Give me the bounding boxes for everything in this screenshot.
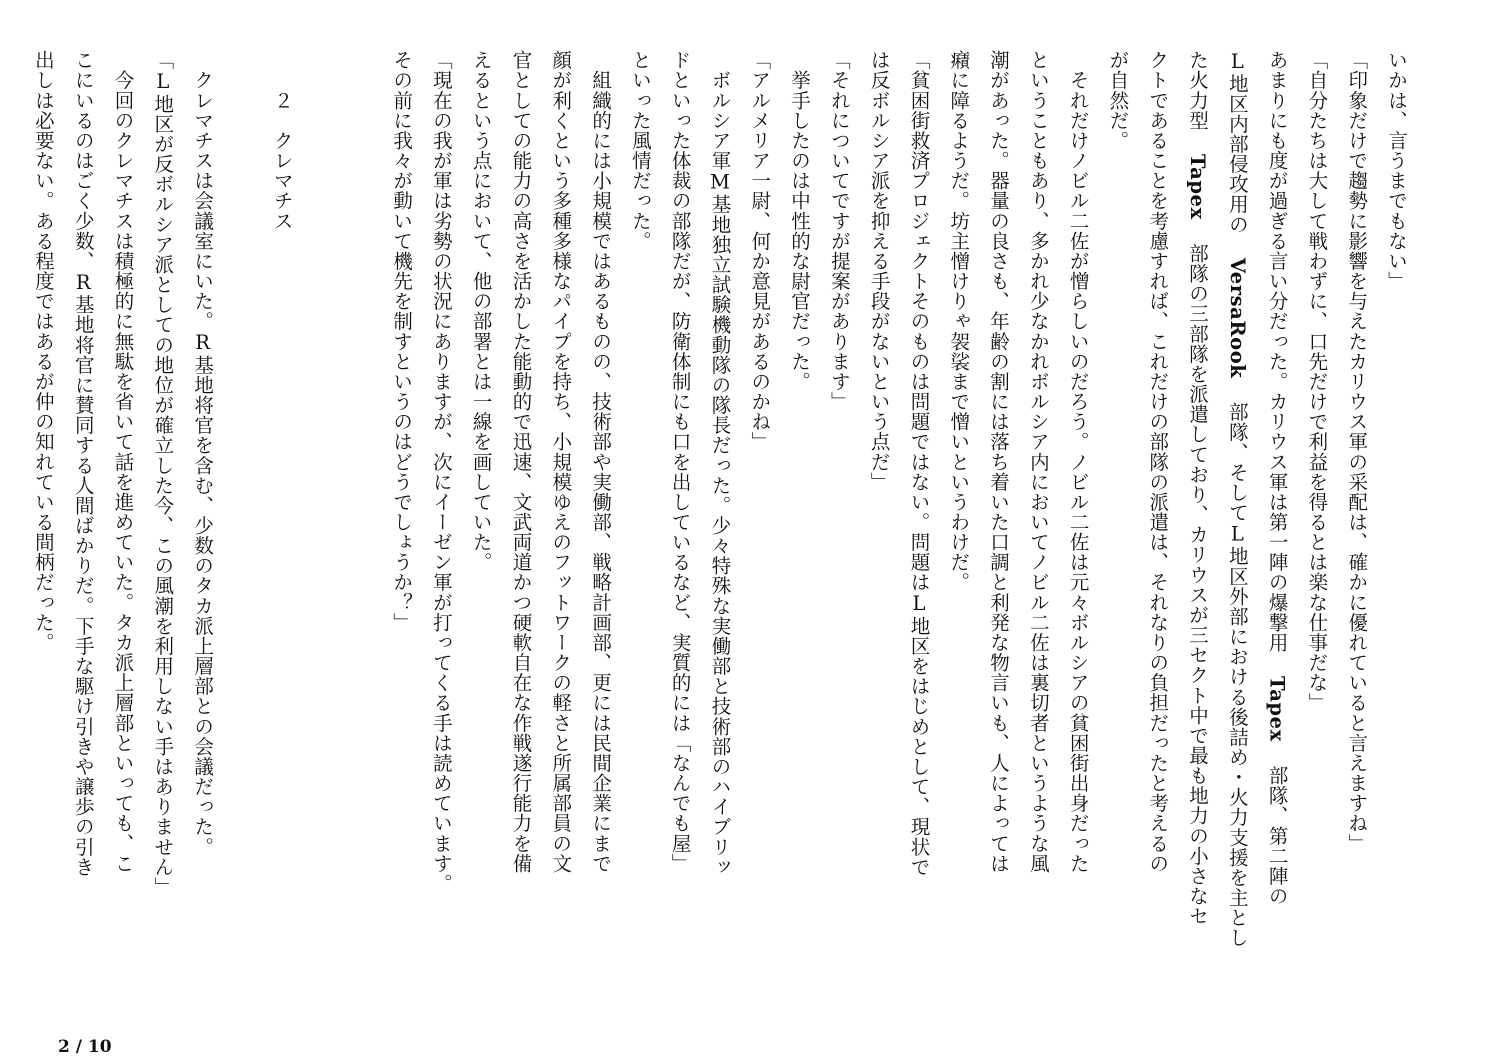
text-line: えるという点において、他の部署とは一線を画していた。 xyxy=(469,50,493,573)
blank-line xyxy=(302,50,342,1040)
text-line: ２ クレマチス xyxy=(270,50,294,231)
text-line: L地区内部侵攻用の VersaRook 部隊、そしてL地区外部における後詰め・火力支援を主とし xyxy=(1225,50,1249,948)
text-line: が自然だ。 xyxy=(1106,50,1130,151)
text-line: クトであることを考慮すれば、これだけの部隊の派遣は、それなりの負担だったと考えるの xyxy=(1146,50,1170,874)
text-line: 今回のクレマチスは積極的に無駄を省いて話を進めていた。タカ派上層部といっても、こ xyxy=(111,50,135,874)
text-line: ドといった体裁の部隊だが、防衛体制にも口を出しているなど、実質的には「なんでも屋」 xyxy=(668,50,692,874)
text-line: 「アルメリア一尉、何か意見があるのかね」 xyxy=(748,50,772,452)
text-line: それだけノビル二佐が憎らしいのだろう。ノビル二佐は元々ボルシアの貧困街出身だった xyxy=(1066,50,1090,874)
text-line: 癪に障るようだ。坊主憎けりゃ袈裟まで憎いというわけだ。 xyxy=(947,50,971,593)
text-line: 出しは必要ない。ある程度ではあるが仲の知れている間柄だった。 xyxy=(31,50,55,653)
text-line: 「貧困街救済プロジェクトそのものは問題ではない。問題はL地区をはじめとして、現状で xyxy=(907,50,931,877)
text-line: クレマチスは会議室にいた。R基地将官を含む、少数のタカ派上層部との会議だった。 xyxy=(191,50,215,857)
text-line: 「それについてですが提案があります」 xyxy=(827,50,851,412)
text-line: 「現在の我が軍は劣勢の状況にありますが、次にイーゼン軍が打ってくる手は読めています。 xyxy=(429,50,453,894)
text-line: あまりにも度が過ぎる言い分だった。カリウス軍は第一陣の爆撃用 Tapex 部隊、第二陣の xyxy=(1265,50,1289,906)
text-line: 「L地区が反ボルシア派としての地位が確立した今、この風潮を利用しない手はありません」 xyxy=(151,50,175,897)
text-line: 官としての能力の高さを活かした能動的で迅速、文武両道かつ硬軟自在な作戦遂行能力を備 xyxy=(509,50,533,874)
latin-word: Tapex xyxy=(1265,675,1289,742)
page-number: 2 / 10 xyxy=(58,1037,112,1057)
text-line: 「印象だけで趨勢に影響を与えたカリウス軍の采配は、確かに優れていると言えますね」 xyxy=(1345,50,1369,854)
text-line: といった風情だった。 xyxy=(628,50,652,251)
text-line: ボルシア軍M基地独立試験機動隊の隊長だった。少々特殊な実働部と技術部のハイブリッ xyxy=(708,50,732,877)
text-line: いかは、言うまでもない」 xyxy=(1385,50,1408,291)
latin-word: VersaRook xyxy=(1225,257,1249,379)
latin-word: Tapex xyxy=(1186,153,1210,220)
text-line: その前に我々が動いて機先を制すというのはどうでしょうか？」 xyxy=(390,50,414,633)
text-line: 「自分たちは大して戦わずに、口先だけで利益を得るとは楽な仕事だな」 xyxy=(1305,50,1329,713)
blank-line xyxy=(341,50,381,1040)
text-line: 組織的には小規模ではあるものの、技術部や実働部、戦略計画部、更には民間企業にまで xyxy=(589,50,613,874)
text-line: ということもあり、多かれ少なかれボルシア内においてノビル二佐は裏切者というような風 xyxy=(1026,50,1050,874)
blank-line xyxy=(222,50,262,1040)
text-line: 潮があった。器量の良さも、年齢の割には落ち着いた口調と利発な物言いも、人によっては xyxy=(987,50,1011,874)
text-line: は反ボルシア派を抑える手段がないという点だ」 xyxy=(867,50,891,492)
text-line: こにいるのはごく少数、R基地将官に賛同する人間ばかりだ。下手な駆け引きや譲歩の引き xyxy=(71,50,95,877)
text-line: 挙手したのは中性的な尉官だった。 xyxy=(788,50,812,392)
text-line: た火力型 Tapex 部隊の三部隊を派遣しており、カリウスが三セクト中で最も地力の小さなセ xyxy=(1186,50,1210,927)
text-line: 顔が利くという多種多様なパイプを持ち、小規模ゆえのフットワークの軽さと所属部員の文 xyxy=(549,50,573,874)
body-text xyxy=(31,50,1416,1040)
